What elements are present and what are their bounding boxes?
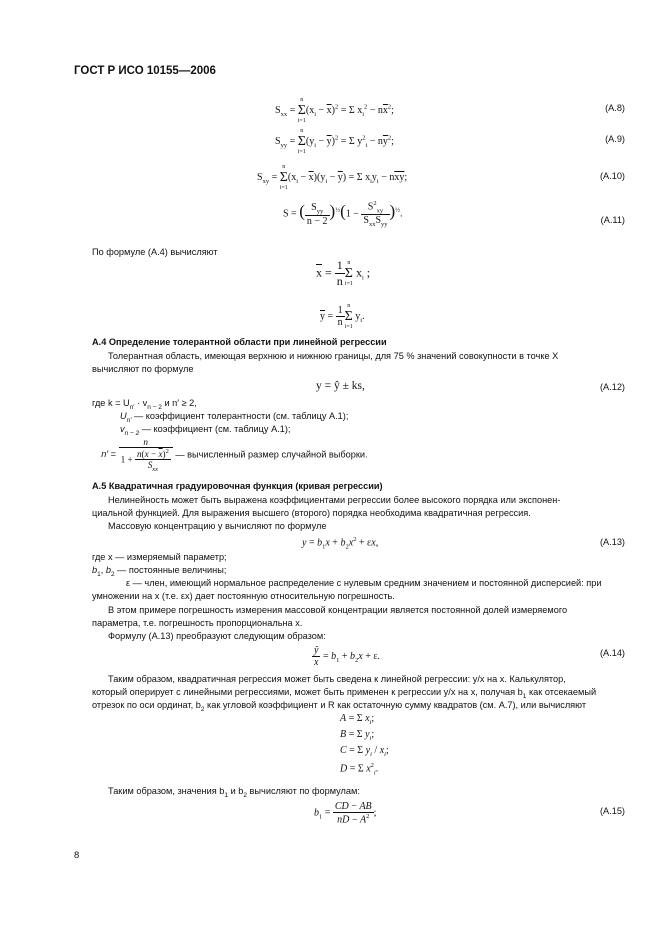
definition-n: n′ = n 1 + $\frac{n(x - \overline{x})^2}{S_{xx}}$ — вычисленный размер случайной выборки.: [101, 437, 368, 473]
equation-number: (A.12): [599, 382, 625, 392]
paragraph: Нелинейность может быть выражена коэффициентами регрессии более высокого порядка или экспонен-: [108, 495, 561, 505]
equation-tolerance: y = ŷ ± ks,: [316, 380, 365, 392]
paragraph: циальной функцией. Для выражения высшего (второго) порядка необходима квадратичная регрессия.: [92, 508, 531, 518]
equation-number: (A.9): [605, 134, 625, 144]
equation-transformed: $\frac{ŷ}{x}$ = $b_1 + b_2x + \varepsilon$.: [314, 645, 381, 668]
equation-number: (A.8): [605, 103, 625, 113]
paragraph: который оперирует с линейными регрессиями, может быть применен к регрессии y/x на x, получая $b_1$ как отсекаемый: [92, 687, 597, 700]
page-number: 8: [74, 850, 80, 861]
paragraph: Массовую концентрацию y вычисляют по формуле: [108, 521, 327, 531]
document-header: ГОСТ Р ИСО 10155—2006: [74, 65, 216, 77]
paragraph: Таким образом, квадратичная регрессия может быть сведена к линейной регрессии: y/x на x. Калькулятор,: [108, 674, 566, 684]
paragraph: Формулу (A.13) преобразуют следующим образом:: [108, 631, 326, 641]
equation-quadratic: $y = b_1x + b_2x^2 + \varepsilon x$,: [302, 536, 379, 551]
equation-c: C = Σ $y_i / x_i$;: [340, 745, 389, 758]
paragraph: параметра, т.е. погрешность пропорциональна x.: [92, 618, 303, 628]
paragraph: Таким образом, значения $b_1$ и $b_2$ вычисляют по формулам:: [108, 786, 360, 799]
equation-number: (A.15): [599, 806, 625, 816]
paragraph: умножении на x (т.е. εx) дает постоянную относительную погрешность.: [92, 591, 395, 601]
equation-mean-y: $\overline{y}$ = $\frac{1}{n}$ n Σ i=1 $y_i$.: [320, 303, 365, 330]
equation-number: (A.11): [600, 215, 625, 225]
equation-s: S = ( $\frac{S_{yy}}{n - 2}$ )$^{\frac{1}{2}}$(1 − $\frac{S^2_{xy}}{S_{xx}S_{yy}}$ )$^{\frac{1}{2}}$.: [283, 200, 403, 229]
equation-b1: $b_1$ = $\frac{CD - AB}{nD - A^2}$ ;: [314, 801, 377, 826]
definition-u: $U_{n'}$ — коэффициент толерантности (см. таблицу A.1);: [120, 411, 349, 424]
definition-v: $v_{n - 2}$ — коэффициент (см. таблицу A.1);: [120, 424, 291, 437]
equation-mean-x: $\overline{x}$ = $\frac{1}{n}$ n Σ i=1 $x_i$ ;: [316, 258, 371, 288]
equation-b: B = Σ $y_i$;: [340, 729, 375, 742]
definition-epsilon: ε — член, имеющий нормальное распределение с нулевым средним значением и постоянной дисперсией: при: [126, 578, 602, 588]
equation-syy: $S_{yy}$ = n Σ i=1 $(y_i - \overline{y})^2 = \Sigma$ $y^2_i - n\overline{y}^2$;: [275, 128, 394, 155]
section-heading: A.5 Квадратичная градуировочная функция (кривая регрессии): [92, 481, 383, 491]
paragraph: отрезок по оси ординат, $b_2$ как угловой коэффициент и R как остаточную сумму квадратов (см. A.7), или вычисляют: [92, 700, 587, 713]
equation-number: (A.13): [599, 537, 625, 547]
equation-a: A = Σ $x_i$;: [340, 713, 375, 726]
definition-x: где x — измеряемый параметр;: [92, 552, 227, 562]
equation-number: (A.14): [599, 648, 625, 658]
paragraph: Толерантная область, имеющая верхнюю и нижнюю границы, для 75 % значений совокупности в точке X: [108, 351, 559, 361]
definition-b: $b_1$, $b_2$ — постоянные величины;: [92, 565, 227, 578]
definition-k: где $k = U_{n'} \cdot v_{n - 2}$ и n′ ≥ 2,: [92, 398, 197, 411]
section-heading: A.4 Определение толерантной области при линейной регрессии: [92, 337, 387, 347]
equation-number: (A.10): [599, 171, 625, 181]
paragraph: вычисляют по формуле: [92, 364, 194, 374]
equation-d: D = Σ $x^2_i$.: [340, 762, 379, 777]
equation-sxx: $S_{xx}$ = n Σ i=1 $(x_i - \overline{x})^2 = \Sigma$ $x_i^2 - n\overline{x}^2$;: [275, 97, 394, 124]
paragraph: В этом примере погрешность измерения массовой концентрации является постоянной долей измеряемого: [108, 605, 568, 615]
equation-sxy: $S_{xy}$ = n Σ i=1 $(x_i - \overline{x})(y_i - \overline{y}) = \Sigma$ $x_iy_i - n\overline{xy}$;: [257, 164, 408, 191]
paragraph: По формуле (A.4) вычисляют: [92, 247, 218, 257]
